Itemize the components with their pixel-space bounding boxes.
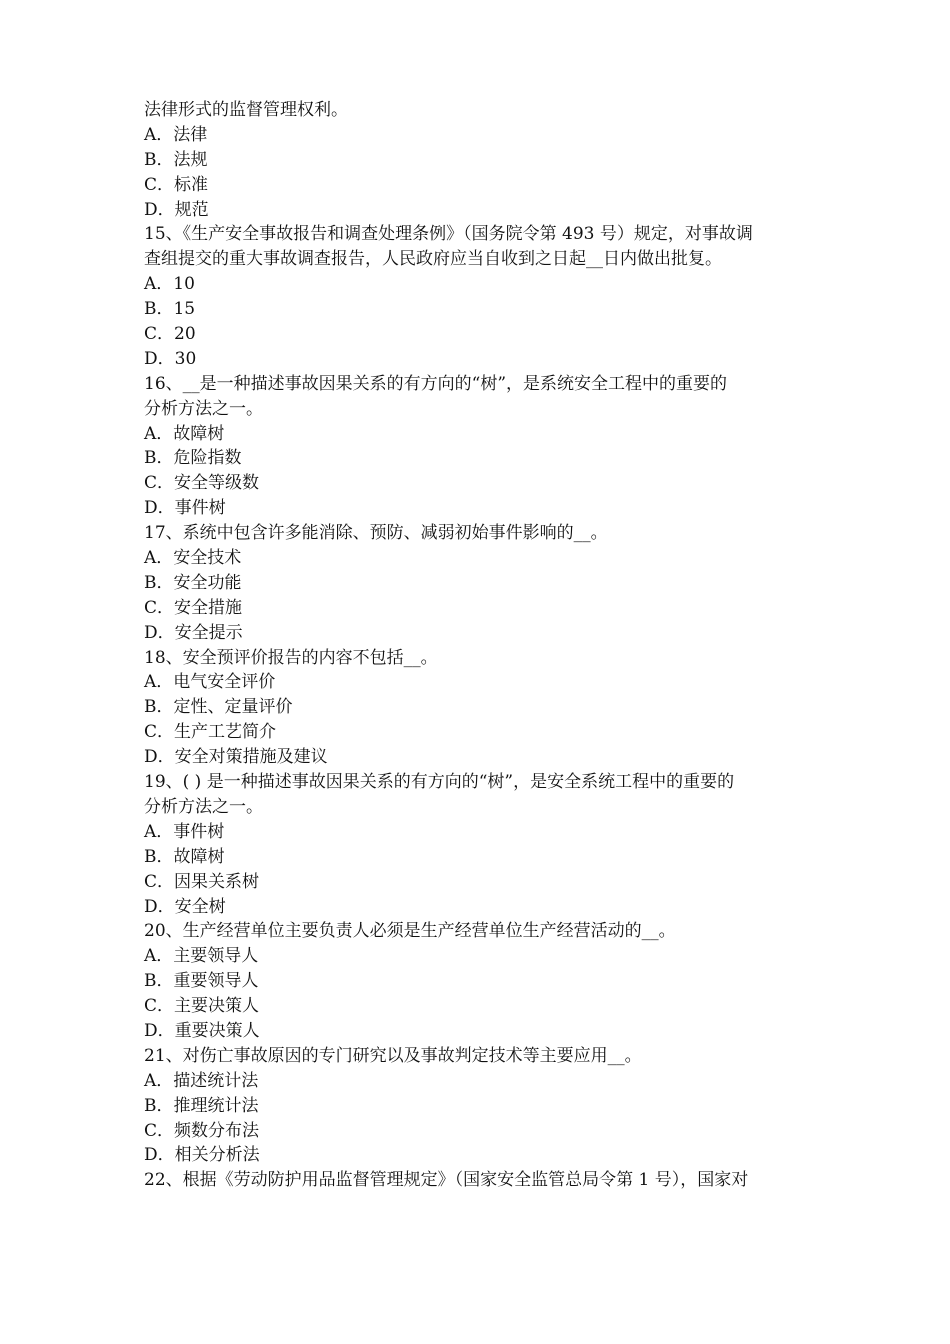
question-15-line-1: 15、《生产安全事故报告和调查处理条例》（国务院令第 493 号）规定，对事故调 xyxy=(144,224,753,245)
question-16 xyxy=(144,372,824,521)
intro-option-b: B．法规 xyxy=(144,149,208,170)
question-15 xyxy=(144,222,824,371)
question-17-option-a: A．安全技术 xyxy=(144,548,242,569)
question-20-option-d: D．重要决策人 xyxy=(144,1020,260,1041)
intro-fragment: 法律形式的监督管理权利。 xyxy=(144,100,348,120)
question-19-line-2: 分析方法之一。 xyxy=(144,796,263,817)
question-20 xyxy=(144,919,824,1043)
question-18-option-a: A．电气安全评价 xyxy=(144,672,276,693)
question-15-option-c: C．20 xyxy=(144,324,196,345)
question-21-line-1: 21、对伤亡事故原因的专门研究以及事故判定技术等主要应用__。 xyxy=(144,1045,642,1066)
question-15-option-b: B．15 xyxy=(144,299,196,320)
question-19 xyxy=(144,770,824,919)
question-18-option-b: B．定性、定量评价 xyxy=(144,697,293,718)
question-15-line-2: 查组提交的重大事故调查报告，人民政府应当自收到之日起__日内做出批复。 xyxy=(144,249,722,270)
question-22 xyxy=(144,1168,824,1193)
question-15-option-a: A．10 xyxy=(144,274,195,295)
question-17-option-b: B．安全功能 xyxy=(144,572,242,593)
question-18-line-1: 18、安全预评价报告的内容不包括__。 xyxy=(144,647,438,668)
document-body xyxy=(144,98,824,1193)
question-20-option-c: C．主要决策人 xyxy=(144,996,260,1017)
intro-option-d: D．规范 xyxy=(144,199,209,220)
question-16-line-2: 分析方法之一。 xyxy=(144,398,263,419)
question-19-line-1: 19、( ) 是一种描述事故因果关系的有方向的“树”，是安全系统工程中的重要的 xyxy=(144,772,735,793)
question-19-option-d: D．安全树 xyxy=(144,896,226,917)
intro-option-c: C．标准 xyxy=(144,174,209,195)
question-18 xyxy=(144,646,824,770)
question-19-option-c: C．因果关系树 xyxy=(144,871,260,892)
question-20-option-a: A．主要领导人 xyxy=(144,946,259,967)
question-22-line-1: 22、根据《劳动防护用品监督管理规定》（国家安全监管总局令第 1 号），国家对 xyxy=(144,1170,749,1191)
question-19-option-a: A．事件树 xyxy=(144,821,225,842)
question-21-option-b: B．推理统计法 xyxy=(144,1095,259,1116)
question-17-option-d: D．安全提示 xyxy=(144,622,243,643)
question-20-option-b: B．重要领导人 xyxy=(144,971,259,992)
question-21-option-a: A．描述统计法 xyxy=(144,1070,259,1091)
question-16-option-b: B．危险指数 xyxy=(144,448,242,469)
question-21-option-c: C．频数分布法 xyxy=(144,1120,260,1141)
question-21 xyxy=(144,1044,824,1168)
question-21-option-d: D．相关分析法 xyxy=(144,1145,260,1166)
question-16-option-d: D．事件树 xyxy=(144,498,226,519)
question-18-option-d: D．安全对策措施及建议 xyxy=(144,747,328,768)
question-16-line-1: 16、__是一种描述事故因果关系的有方向的“树”，是系统安全工程中的重要的 xyxy=(144,373,728,394)
question-16-option-c: C．安全等级数 xyxy=(144,473,260,494)
question-17-line-1: 17、系统中包含许多能消除、预防、减弱初始事件影响的__。 xyxy=(144,523,608,544)
question-15-option-d: D．30 xyxy=(144,348,197,369)
question-17 xyxy=(144,521,824,645)
intro-option-a: A．法律 xyxy=(144,124,208,145)
question-18-option-c: C．生产工艺简介 xyxy=(144,722,277,743)
question-17-option-c: C．安全措施 xyxy=(144,597,243,618)
question-16-option-a: A．故障树 xyxy=(144,423,225,444)
question-20-line-1: 20、生产经营单位主要负责人必须是生产经营单位生产经营活动的__。 xyxy=(144,921,676,942)
question-19-option-b: B．故障树 xyxy=(144,846,225,867)
